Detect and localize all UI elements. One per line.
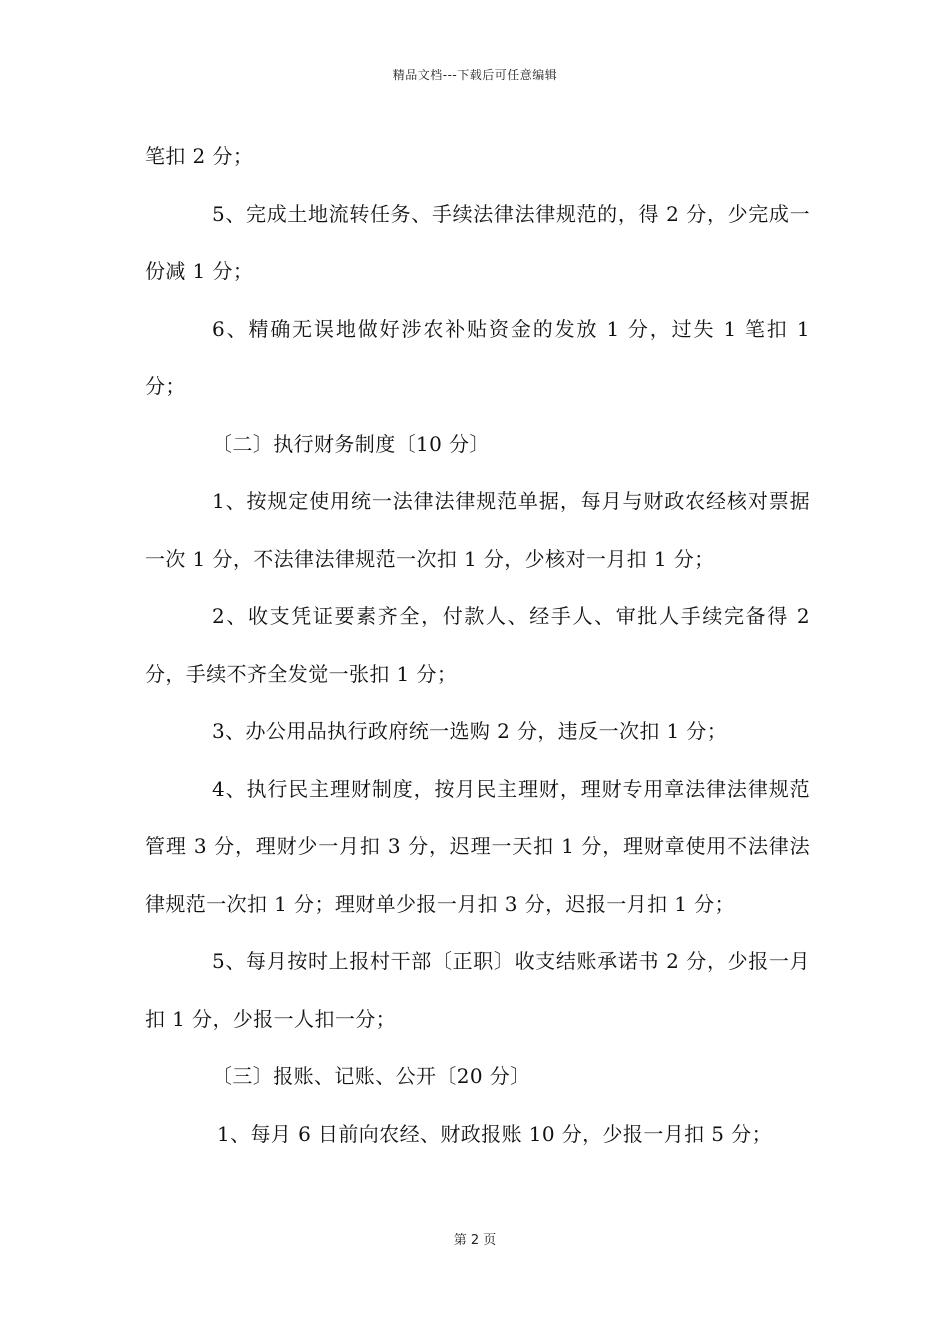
paragraph-item-1-reporting: 1、每月 6 日前向农经、财政报账 10 分，少报一月扣 5 分； (217, 1121, 772, 1146)
paragraph-item-5-commitment: 5、每月按时上报村干部〔正职〕收支结账承诺书 2 分，少报一月扣 1 分，少报一人扣一分； (145, 949, 810, 1031)
section-heading-accounting: 〔三〕报账、记账、公开〔20 分〕 (212, 1064, 531, 1088)
paragraph-item-4-democratic-finance: 4、执行民主理财制度，按月民主理财，理财专用章法律法律规范管理 3 分，理财少一月扣 3 分，迟理一天扣 1 分，理财章使用不法律法律规范一次扣 1 分；理财单少报一月扣 3 分，迟报一月扣 1 分； (145, 776, 810, 916)
paragraph-item-5-land-transfer: 5、完成土地流转任务、手续法律法律规范的，得 2 分，少完成一份减 1 分； (145, 201, 810, 283)
page-number: 第 2 页 (453, 1233, 497, 1248)
section-heading-finance-system: 〔二〕执行财务制度〔10 分〕 (212, 431, 490, 456)
paragraph-item-1-receipts: 1、按规定使用统一法律法律规范单据，每月与财政农经核对票据一次 1 分，不法律法律规范一次扣 1 分，少核对一月扣 1 分； (145, 489, 810, 571)
document-body (145, 128, 810, 1163)
paragraph-item-2-vouchers: 2、收支凭证要素齐全，付款人、经手人、审批人手续完备得 2 分，手续不齐全发觉一张扣 1 分； (145, 604, 810, 686)
paragraph-item-6-subsidy: 6、精确无误地做好涉农补贴资金的发放 1 分，过失 1 笔扣 1 分； (145, 316, 810, 398)
paragraph-continuation: 笔扣 2 分； (145, 144, 254, 168)
page-header: 精品文档---下载后可任意编辑 (392, 68, 558, 82)
paragraph-item-3-office-supplies: 3、办公用品执行政府统一选购 2 分，违反一次扣 1 分； (212, 719, 728, 743)
